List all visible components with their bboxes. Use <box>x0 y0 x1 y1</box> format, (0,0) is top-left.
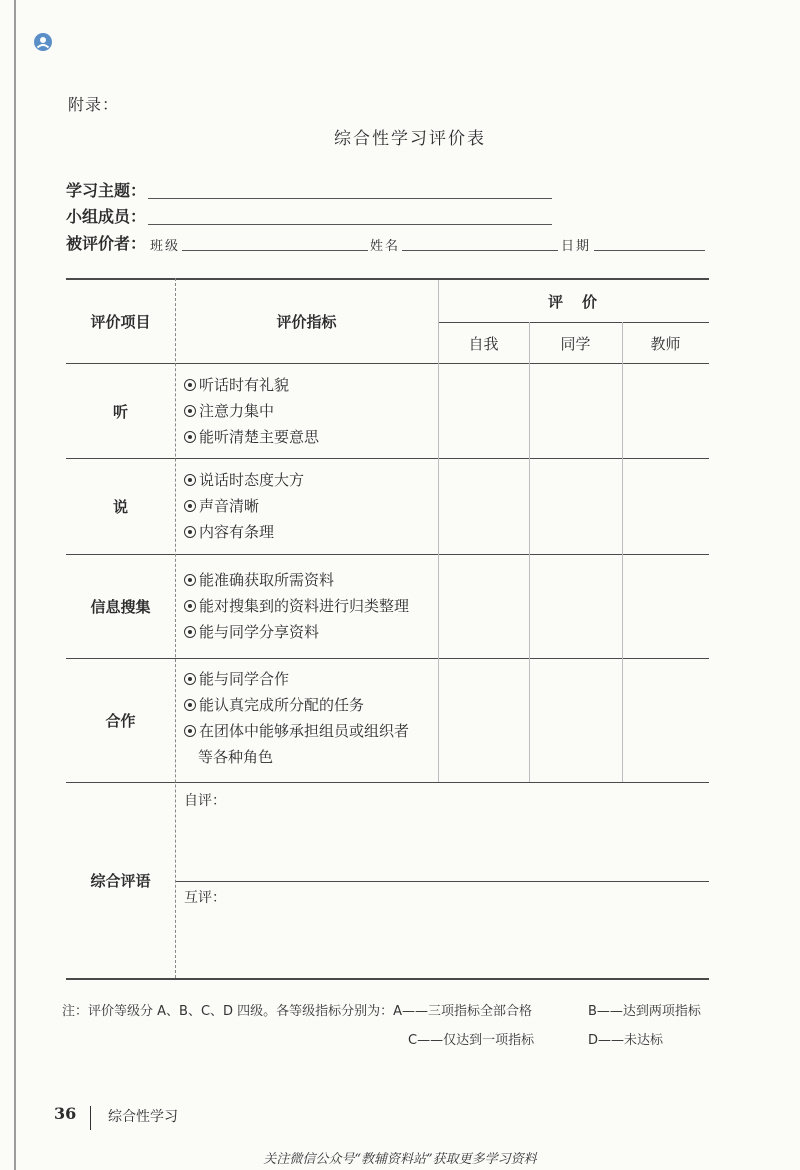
bullet-icon <box>184 626 196 638</box>
bullet-icon <box>184 526 196 538</box>
col-header-evaluation: 评 价 <box>547 292 599 311</box>
date-field[interactable] <box>594 250 705 251</box>
appendix-label: 附录： <box>68 95 120 114</box>
footer-divider <box>90 1106 91 1130</box>
col-header-teacher: 教师 <box>650 334 681 353</box>
note-grade-d: D——未达标 <box>588 1033 664 1048</box>
name-label: 姓名 <box>370 239 401 254</box>
peer-comment-area[interactable] <box>176 908 706 974</box>
bullet-icon <box>184 500 196 512</box>
peer-column-divider <box>622 322 623 782</box>
evaluatee-label: 被评价者： <box>66 234 147 253</box>
criterion-item: 能准确获取所需资料 <box>184 567 409 593</box>
row-item-summary: 综合评语 <box>90 872 151 890</box>
bullet-icon <box>184 725 196 737</box>
row-item-listening: 听 <box>112 402 128 421</box>
row-item-speaking: 说 <box>112 498 128 516</box>
row-item-cooperation: 合作 <box>105 712 136 730</box>
col-header-item: 评价项目 <box>90 313 151 331</box>
criterion-item: 能与同学合作 <box>184 666 409 692</box>
page-number: 36 <box>54 1104 77 1123</box>
bullet-icon <box>184 673 196 685</box>
criterion-item: 能认真完成所分配的任务 <box>184 692 409 718</box>
date-label: 日期 <box>561 239 592 254</box>
criteria-list-listening <box>184 372 319 450</box>
note-grade-b: B——达到两项指标 <box>588 1004 701 1019</box>
self-comment-area[interactable] <box>176 812 706 878</box>
bullet-icon <box>184 474 196 486</box>
members-field[interactable] <box>148 224 552 225</box>
criterion-item: 声音清晰 <box>184 493 304 519</box>
col-header-peer: 同学 <box>560 334 591 353</box>
page-edge-line <box>14 0 16 1170</box>
col-header-criteria: 评价指标 <box>276 313 337 331</box>
bullet-icon <box>184 431 196 443</box>
bullet-icon <box>184 574 196 586</box>
peer-comment-label: 互评： <box>184 890 226 906</box>
bullet-icon <box>184 600 196 612</box>
criteria-list-info-collection <box>184 567 409 645</box>
self-column-divider <box>529 322 530 782</box>
criterion-item: 能听清楚主要意思 <box>184 424 319 450</box>
page-title: 综合性学习评价表 <box>334 129 486 149</box>
criterion-item: 在团体中能够承担组员或组织者 <box>184 718 409 744</box>
bullet-icon <box>184 699 196 711</box>
note-line-1: 注：评价等级分 A、B、C、D 四级。各等级指标分别为：A——三项指标全部合格 <box>62 1004 533 1019</box>
row-item-info-collection: 信息搜集 <box>90 598 151 616</box>
class-field[interactable] <box>182 250 368 251</box>
criterion-item: 能与同学分享资料 <box>184 619 409 645</box>
members-label: 小组成员： <box>66 207 147 226</box>
criterion-continuation: 等各种角色 <box>198 748 274 766</box>
footer-section: 综合性学习 <box>108 1109 178 1125</box>
criterion-item: 内容有条理 <box>184 519 304 545</box>
class-label: 班级 <box>150 239 181 254</box>
criterion-item: 能对搜集到的资料进行归类整理 <box>184 593 409 619</box>
col-header-self: 自我 <box>468 334 499 353</box>
criteria-list-speaking <box>184 467 304 545</box>
table-bottom-rule <box>66 978 709 980</box>
summary-divider <box>175 881 709 882</box>
topic-field[interactable] <box>148 198 552 199</box>
criterion-item: 听话时有礼貌 <box>184 372 319 398</box>
bullet-icon <box>184 405 196 417</box>
bullet-icon <box>184 379 196 391</box>
criterion-item: 注意力集中 <box>184 398 319 424</box>
note-grade-c: C——仅达到一项指标 <box>408 1033 535 1048</box>
self-comment-label: 自评： <box>184 793 226 809</box>
criterion-item: 说话时态度大方 <box>184 467 304 493</box>
topic-label: 学习主题： <box>66 181 147 200</box>
user-badge-icon <box>33 32 53 52</box>
watermark-text: 关注微信公众号“教辅资料站”获取更多学习资料 <box>263 1152 537 1167</box>
name-field[interactable] <box>402 250 558 251</box>
criteria-list-cooperation <box>184 666 409 770</box>
